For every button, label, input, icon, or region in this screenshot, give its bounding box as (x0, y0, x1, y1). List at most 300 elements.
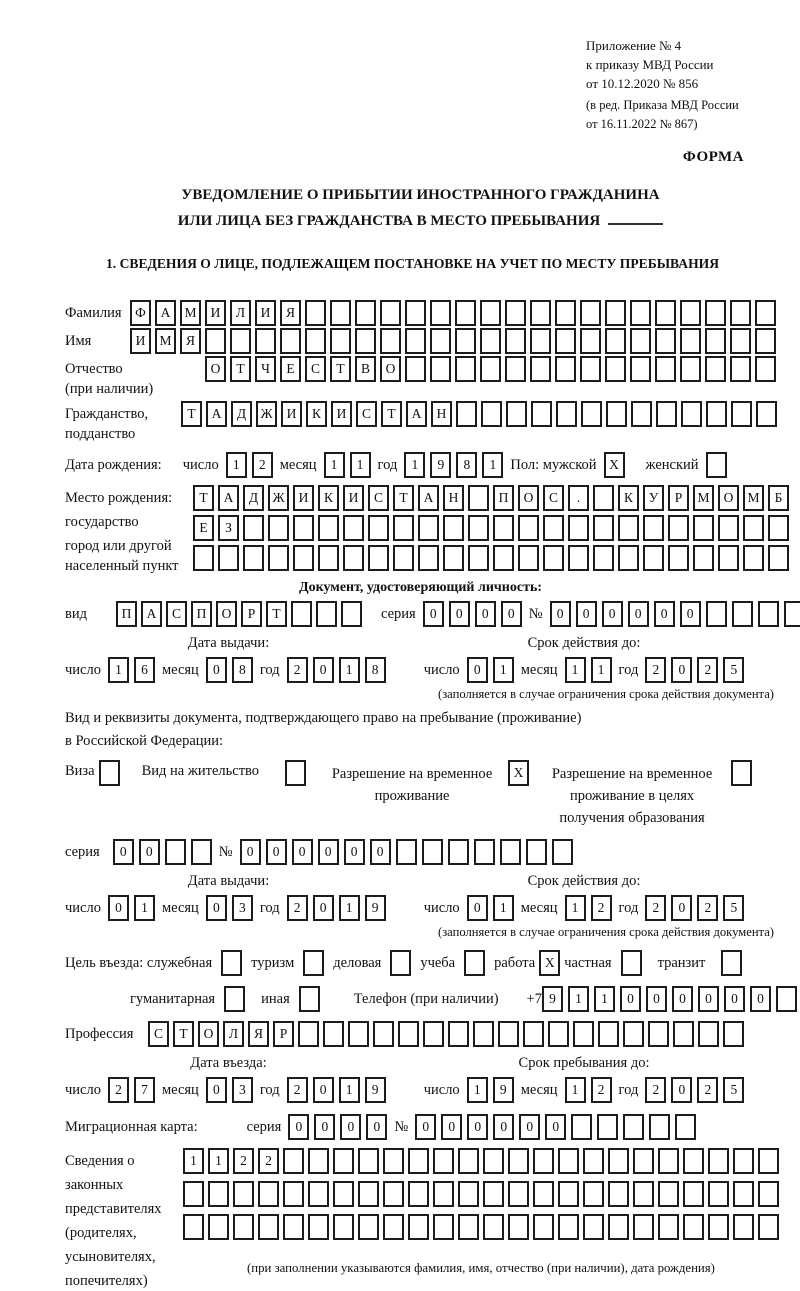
char-cell[interactable] (405, 300, 426, 326)
char-cell[interactable] (243, 545, 264, 571)
char-cell[interactable] (643, 515, 664, 541)
char-cell[interactable] (776, 986, 797, 1012)
char-cell[interactable] (316, 601, 337, 627)
char-cell[interactable] (755, 328, 776, 354)
char-cell[interactable]: И (205, 300, 226, 326)
char-cell[interactable] (681, 401, 702, 427)
char-cell[interactable] (291, 601, 312, 627)
char-cell[interactable] (683, 1214, 704, 1240)
char-cell[interactable] (732, 601, 753, 627)
char-cell[interactable] (191, 839, 212, 865)
char-cell[interactable]: 1 (493, 657, 514, 683)
char-cell[interactable] (455, 300, 476, 326)
char-cell[interactable] (623, 1021, 644, 1047)
char-cell[interactable]: Д (243, 485, 264, 511)
char-cell[interactable]: А (206, 401, 227, 427)
char-cell[interactable]: Т (181, 401, 202, 427)
char-cell[interactable]: 9 (365, 1077, 386, 1103)
char-cell[interactable] (330, 300, 351, 326)
char-cell[interactable]: 0 (475, 601, 496, 627)
char-cell[interactable]: 1 (350, 452, 371, 478)
char-cell[interactable]: 0 (628, 601, 649, 627)
char-cell[interactable] (623, 1114, 644, 1140)
char-cell[interactable]: Ч (255, 356, 276, 382)
char-cell[interactable]: 0 (671, 895, 692, 921)
char-cell[interactable] (393, 515, 414, 541)
char-cell[interactable] (556, 401, 577, 427)
char-cell[interactable]: 0 (467, 1114, 488, 1140)
char-cell[interactable]: 2 (645, 657, 666, 683)
char-cell[interactable] (598, 1021, 619, 1047)
char-cell[interactable]: 0 (698, 986, 719, 1012)
char-cell[interactable]: Л (230, 300, 251, 326)
char-cell[interactable]: 9 (493, 1077, 514, 1103)
char-cell[interactable] (433, 1181, 454, 1207)
char-cell[interactable] (355, 328, 376, 354)
char-cell[interactable] (723, 1021, 744, 1047)
char-cell[interactable]: 0 (423, 601, 444, 627)
char-cell[interactable] (558, 1214, 579, 1240)
char-cell[interactable] (333, 1148, 354, 1174)
char-cell[interactable]: 2 (287, 895, 308, 921)
char-cell[interactable] (330, 328, 351, 354)
char-cell[interactable] (423, 1021, 444, 1047)
char-cell[interactable]: 1 (565, 1077, 586, 1103)
char-cell[interactable]: А (155, 300, 176, 326)
char-cell[interactable] (530, 328, 551, 354)
char-cell[interactable]: 1 (226, 452, 247, 478)
char-cell[interactable] (555, 328, 576, 354)
char-cell[interactable]: П (191, 601, 212, 627)
char-cell[interactable] (456, 401, 477, 427)
char-cell[interactable]: Н (431, 401, 452, 427)
checkbox-cell[interactable]: X (508, 760, 529, 786)
char-cell[interactable]: 2 (697, 895, 718, 921)
char-cell[interactable]: 0 (671, 1077, 692, 1103)
char-cell[interactable]: 0 (545, 1114, 566, 1140)
char-cell[interactable]: 1 (594, 986, 615, 1012)
char-cell[interactable]: 1 (591, 657, 612, 683)
char-cell[interactable] (368, 515, 389, 541)
char-cell[interactable] (318, 545, 339, 571)
char-cell[interactable] (683, 1148, 704, 1174)
char-cell[interactable]: К (306, 401, 327, 427)
char-cell[interactable] (756, 401, 777, 427)
char-cell[interactable] (733, 1181, 754, 1207)
char-cell[interactable] (648, 1021, 669, 1047)
char-cell[interactable] (518, 545, 539, 571)
char-cell[interactable] (531, 401, 552, 427)
char-cell[interactable] (430, 356, 451, 382)
char-cell[interactable] (508, 1181, 529, 1207)
char-cell[interactable]: 0 (288, 1114, 309, 1140)
char-cell[interactable] (505, 356, 526, 382)
char-cell[interactable]: 7 (134, 1077, 155, 1103)
char-cell[interactable]: 2 (252, 452, 273, 478)
char-cell[interactable] (533, 1181, 554, 1207)
char-cell[interactable] (655, 356, 676, 382)
char-cell[interactable]: 1 (565, 657, 586, 683)
char-cell[interactable] (593, 485, 614, 511)
char-cell[interactable]: 6 (134, 657, 155, 683)
char-cell[interactable]: Т (193, 485, 214, 511)
char-cell[interactable] (568, 545, 589, 571)
char-cell[interactable] (480, 328, 501, 354)
char-cell[interactable]: З (218, 515, 239, 541)
char-cell[interactable]: 8 (232, 657, 253, 683)
char-cell[interactable] (580, 356, 601, 382)
char-cell[interactable] (718, 545, 739, 571)
char-cell[interactable]: И (331, 401, 352, 427)
char-cell[interactable] (581, 401, 602, 427)
char-cell[interactable] (605, 300, 626, 326)
char-cell[interactable]: Ф (130, 300, 151, 326)
char-cell[interactable] (533, 1214, 554, 1240)
char-cell[interactable]: 0 (266, 839, 287, 865)
char-cell[interactable] (358, 1148, 379, 1174)
char-cell[interactable] (630, 300, 651, 326)
char-cell[interactable] (633, 1181, 654, 1207)
char-cell[interactable]: В (355, 356, 376, 382)
char-cell[interactable]: Т (381, 401, 402, 427)
char-cell[interactable]: А (418, 485, 439, 511)
char-cell[interactable]: К (618, 485, 639, 511)
char-cell[interactable] (758, 1214, 779, 1240)
char-cell[interactable]: С (368, 485, 389, 511)
char-cell[interactable] (543, 545, 564, 571)
char-cell[interactable] (526, 839, 547, 865)
char-cell[interactable]: 0 (493, 1114, 514, 1140)
char-cell[interactable]: Е (193, 515, 214, 541)
char-cell[interactable] (755, 356, 776, 382)
checkbox-cell[interactable] (299, 986, 320, 1012)
char-cell[interactable] (708, 1148, 729, 1174)
char-cell[interactable]: 9 (365, 895, 386, 921)
char-cell[interactable]: Т (173, 1021, 194, 1047)
char-cell[interactable]: 0 (602, 601, 623, 627)
char-cell[interactable]: О (718, 485, 739, 511)
char-cell[interactable]: Р (241, 601, 262, 627)
char-cell[interactable] (733, 1148, 754, 1174)
char-cell[interactable] (165, 839, 186, 865)
char-cell[interactable] (580, 328, 601, 354)
char-cell[interactable] (443, 515, 464, 541)
char-cell[interactable] (383, 1148, 404, 1174)
char-cell[interactable]: А (141, 601, 162, 627)
char-cell[interactable] (355, 300, 376, 326)
char-cell[interactable] (383, 1214, 404, 1240)
char-cell[interactable]: С (148, 1021, 169, 1047)
char-cell[interactable] (481, 401, 502, 427)
checkbox-cell[interactable]: X (604, 452, 625, 478)
char-cell[interactable] (605, 356, 626, 382)
char-cell[interactable]: 1 (339, 657, 360, 683)
char-cell[interactable] (505, 300, 526, 326)
char-cell[interactable] (305, 328, 326, 354)
char-cell[interactable]: Ж (256, 401, 277, 427)
char-cell[interactable] (768, 545, 789, 571)
checkbox-cell[interactable] (464, 950, 485, 976)
char-cell[interactable] (233, 1214, 254, 1240)
char-cell[interactable] (393, 545, 414, 571)
char-cell[interactable] (348, 1021, 369, 1047)
char-cell[interactable] (743, 545, 764, 571)
char-cell[interactable]: 2 (697, 657, 718, 683)
char-cell[interactable] (293, 515, 314, 541)
char-cell[interactable] (558, 1148, 579, 1174)
char-cell[interactable] (268, 515, 289, 541)
checkbox-cell[interactable] (303, 950, 324, 976)
char-cell[interactable] (343, 545, 364, 571)
char-cell[interactable] (230, 328, 251, 354)
char-cell[interactable]: 5 (723, 657, 744, 683)
char-cell[interactable] (758, 1148, 779, 1174)
char-cell[interactable] (183, 1214, 204, 1240)
char-cell[interactable] (708, 1181, 729, 1207)
char-cell[interactable]: И (281, 401, 302, 427)
char-cell[interactable]: Т (330, 356, 351, 382)
char-cell[interactable] (308, 1181, 329, 1207)
char-cell[interactable] (731, 401, 752, 427)
char-cell[interactable]: . (568, 485, 589, 511)
char-cell[interactable] (418, 545, 439, 571)
char-cell[interactable] (555, 300, 576, 326)
char-cell[interactable] (408, 1214, 429, 1240)
char-cell[interactable]: 0 (576, 601, 597, 627)
char-cell[interactable] (730, 300, 751, 326)
checkbox-cell[interactable] (721, 950, 742, 976)
char-cell[interactable] (448, 839, 469, 865)
char-cell[interactable]: 1 (482, 452, 503, 478)
char-cell[interactable] (468, 545, 489, 571)
char-cell[interactable]: Р (273, 1021, 294, 1047)
char-cell[interactable]: Л (223, 1021, 244, 1047)
char-cell[interactable] (218, 545, 239, 571)
char-cell[interactable] (543, 515, 564, 541)
char-cell[interactable]: 1 (108, 657, 129, 683)
char-cell[interactable] (633, 1148, 654, 1174)
char-cell[interactable] (693, 545, 714, 571)
char-cell[interactable]: Б (768, 485, 789, 511)
char-cell[interactable] (430, 328, 451, 354)
char-cell[interactable]: 0 (313, 657, 334, 683)
char-cell[interactable]: 3 (232, 1077, 253, 1103)
char-cell[interactable] (468, 485, 489, 511)
char-cell[interactable] (358, 1214, 379, 1240)
char-cell[interactable]: 0 (654, 601, 675, 627)
char-cell[interactable] (243, 515, 264, 541)
char-cell[interactable]: 0 (366, 1114, 387, 1140)
char-cell[interactable] (658, 1181, 679, 1207)
char-cell[interactable]: 3 (232, 895, 253, 921)
char-cell[interactable]: 0 (318, 839, 339, 865)
char-cell[interactable] (455, 356, 476, 382)
char-cell[interactable]: 1 (324, 452, 345, 478)
char-cell[interactable] (380, 300, 401, 326)
char-cell[interactable] (718, 515, 739, 541)
char-cell[interactable] (493, 515, 514, 541)
char-cell[interactable]: О (518, 485, 539, 511)
char-cell[interactable] (730, 356, 751, 382)
char-cell[interactable] (705, 328, 726, 354)
checkbox-cell[interactable] (706, 452, 727, 478)
char-cell[interactable] (533, 1148, 554, 1174)
char-cell[interactable] (656, 401, 677, 427)
char-cell[interactable]: 0 (340, 1114, 361, 1140)
char-cell[interactable] (655, 328, 676, 354)
char-cell[interactable] (405, 356, 426, 382)
char-cell[interactable]: И (343, 485, 364, 511)
checkbox-cell[interactable] (224, 986, 245, 1012)
checkbox-cell[interactable] (621, 950, 642, 976)
char-cell[interactable] (518, 515, 539, 541)
char-cell[interactable] (318, 515, 339, 541)
char-cell[interactable]: 2 (108, 1077, 129, 1103)
char-cell[interactable] (755, 300, 776, 326)
char-cell[interactable] (597, 1114, 618, 1140)
char-cell[interactable]: 2 (591, 895, 612, 921)
char-cell[interactable]: А (406, 401, 427, 427)
char-cell[interactable] (768, 515, 789, 541)
char-cell[interactable] (668, 515, 689, 541)
char-cell[interactable] (433, 1214, 454, 1240)
char-cell[interactable] (283, 1214, 304, 1240)
char-cell[interactable] (649, 1114, 670, 1140)
char-cell[interactable] (758, 1181, 779, 1207)
char-cell[interactable]: 0 (206, 895, 227, 921)
char-cell[interactable] (583, 1214, 604, 1240)
char-cell[interactable]: Т (266, 601, 287, 627)
char-cell[interactable] (608, 1181, 629, 1207)
char-cell[interactable]: Е (280, 356, 301, 382)
char-cell[interactable] (555, 356, 576, 382)
char-cell[interactable] (552, 839, 573, 865)
char-cell[interactable] (333, 1181, 354, 1207)
char-cell[interactable]: 0 (206, 1077, 227, 1103)
char-cell[interactable] (630, 356, 651, 382)
char-cell[interactable] (480, 300, 501, 326)
char-cell[interactable] (693, 515, 714, 541)
char-cell[interactable] (408, 1148, 429, 1174)
char-cell[interactable] (643, 545, 664, 571)
char-cell[interactable] (673, 1021, 694, 1047)
char-cell[interactable] (283, 1148, 304, 1174)
char-cell[interactable]: 9 (542, 986, 563, 1012)
char-cell[interactable] (448, 1021, 469, 1047)
char-cell[interactable] (558, 1181, 579, 1207)
char-cell[interactable]: Я (248, 1021, 269, 1047)
char-cell[interactable] (633, 1214, 654, 1240)
char-cell[interactable] (323, 1021, 344, 1047)
char-cell[interactable] (483, 1181, 504, 1207)
char-cell[interactable] (548, 1021, 569, 1047)
char-cell[interactable]: 0 (646, 986, 667, 1012)
char-cell[interactable]: 0 (680, 601, 701, 627)
char-cell[interactable] (308, 1214, 329, 1240)
char-cell[interactable] (483, 1214, 504, 1240)
char-cell[interactable] (208, 1214, 229, 1240)
char-cell[interactable]: 2 (287, 1077, 308, 1103)
char-cell[interactable] (408, 1181, 429, 1207)
char-cell[interactable]: 2 (233, 1148, 254, 1174)
char-cell[interactable]: 1 (339, 1077, 360, 1103)
char-cell[interactable]: К (318, 485, 339, 511)
char-cell[interactable] (280, 328, 301, 354)
char-cell[interactable] (305, 300, 326, 326)
char-cell[interactable]: И (293, 485, 314, 511)
char-cell[interactable]: 2 (697, 1077, 718, 1103)
char-cell[interactable] (573, 1021, 594, 1047)
char-cell[interactable] (508, 1148, 529, 1174)
char-cell[interactable]: 0 (370, 839, 391, 865)
char-cell[interactable] (368, 545, 389, 571)
char-cell[interactable] (680, 300, 701, 326)
char-cell[interactable] (583, 1148, 604, 1174)
char-cell[interactable]: 5 (723, 1077, 744, 1103)
char-cell[interactable]: 0 (313, 895, 334, 921)
char-cell[interactable]: 9 (430, 452, 451, 478)
char-cell[interactable] (458, 1181, 479, 1207)
char-cell[interactable]: А (218, 485, 239, 511)
char-cell[interactable] (580, 300, 601, 326)
char-cell[interactable] (293, 545, 314, 571)
char-cell[interactable]: 2 (591, 1077, 612, 1103)
char-cell[interactable] (675, 1114, 696, 1140)
char-cell[interactable]: 8 (456, 452, 477, 478)
char-cell[interactable] (530, 356, 551, 382)
char-cell[interactable] (298, 1021, 319, 1047)
char-cell[interactable] (523, 1021, 544, 1047)
char-cell[interactable] (655, 300, 676, 326)
char-cell[interactable]: С (305, 356, 326, 382)
checkbox-cell[interactable] (285, 760, 306, 786)
char-cell[interactable] (373, 1021, 394, 1047)
char-cell[interactable]: 0 (449, 601, 470, 627)
char-cell[interactable] (341, 601, 362, 627)
char-cell[interactable] (418, 515, 439, 541)
char-cell[interactable] (571, 1114, 592, 1140)
char-cell[interactable] (474, 839, 495, 865)
char-cell[interactable] (708, 1214, 729, 1240)
char-cell[interactable] (668, 545, 689, 571)
char-cell[interactable] (593, 545, 614, 571)
char-cell[interactable] (606, 401, 627, 427)
char-cell[interactable] (422, 839, 443, 865)
char-cell[interactable]: 1 (183, 1148, 204, 1174)
char-cell[interactable] (473, 1021, 494, 1047)
char-cell[interactable] (758, 601, 779, 627)
char-cell[interactable] (205, 328, 226, 354)
char-cell[interactable] (358, 1181, 379, 1207)
char-cell[interactable]: 0 (750, 986, 771, 1012)
char-cell[interactable]: М (155, 328, 176, 354)
char-cell[interactable] (333, 1214, 354, 1240)
char-cell[interactable]: П (116, 601, 137, 627)
char-cell[interactable] (480, 356, 501, 382)
char-cell[interactable] (784, 601, 800, 627)
char-cell[interactable] (505, 328, 526, 354)
char-cell[interactable] (458, 1214, 479, 1240)
char-cell[interactable]: 1 (404, 452, 425, 478)
char-cell[interactable]: 0 (501, 601, 522, 627)
char-cell[interactable] (618, 545, 639, 571)
char-cell[interactable] (258, 1214, 279, 1240)
char-cell[interactable]: 0 (292, 839, 313, 865)
char-cell[interactable]: И (255, 300, 276, 326)
char-cell[interactable]: 0 (139, 839, 160, 865)
char-cell[interactable] (493, 545, 514, 571)
char-cell[interactable] (498, 1021, 519, 1047)
